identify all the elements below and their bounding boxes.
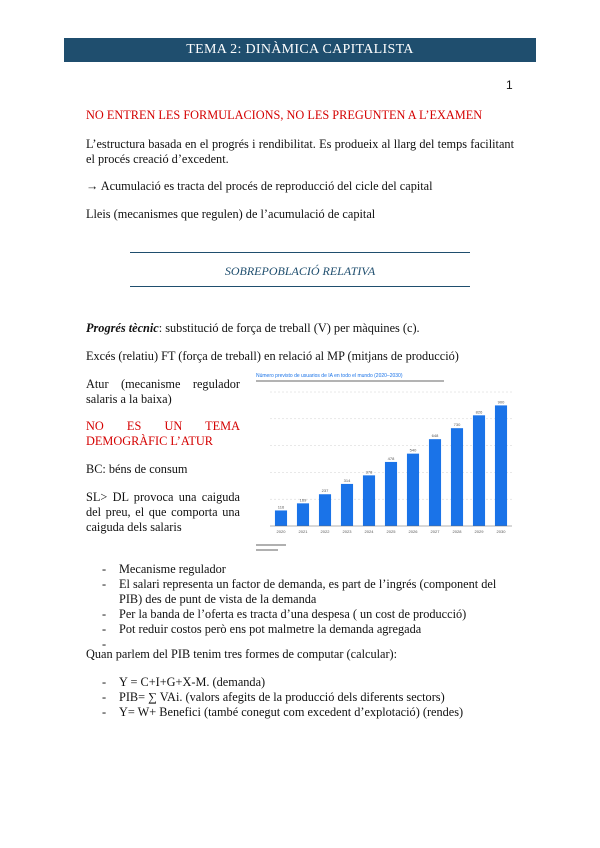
- list-item: - Pot reduir costos però ens pot malmetre la demanda agregada: [86, 622, 516, 637]
- intro-paragraph: L’estructura basada en el progrés i rendibilitat. Es produeix al llarg del temps facilitant el procés creació d’excedent.: [86, 137, 514, 166]
- list-item: - El salari representa un factor de demanda, es part de l’ingrés (component del PIB) des de punt de vista de la demanda: [86, 577, 516, 607]
- section-rule-top: [130, 252, 470, 253]
- page-header-title: TEMA 2: DINÀMICA CAPITALISTA: [64, 38, 536, 62]
- bar-value-label: 169: [299, 497, 307, 503]
- not-demographic-notice: NO ES UN TEMA DEMOGRÀFIC L’ATUR: [86, 419, 240, 448]
- x-tick-label: 2023: [342, 529, 352, 534]
- chart-title: Número previsto de usuarios de IA en todo el mundo (2020–2030): [256, 373, 403, 379]
- page-number: 1: [506, 78, 513, 92]
- x-tick-label: 2025: [386, 529, 396, 534]
- bar-value-label: 116: [277, 504, 285, 510]
- x-tick-label: 2020: [276, 529, 286, 534]
- bar-value-label: 826: [475, 409, 483, 415]
- list-item: - PIB= ∑ VAi. (valors afegits de la producció dels diferents sectors): [86, 690, 516, 705]
- x-tick-label: 2027: [430, 529, 440, 534]
- list-item: - Y = C+I+G+X-M. (demanda): [86, 675, 516, 690]
- bar-2025: [385, 462, 397, 526]
- bar-2030: [495, 405, 507, 526]
- bar-2027: [429, 439, 441, 526]
- exam-notice: NO ENTREN LES FORMULACIONS, NO LES PREGUNTEN A L’EXAMEN: [86, 108, 483, 122]
- bar-2021: [297, 503, 309, 526]
- technical-progress-term: Progrés tècnic: [86, 321, 159, 335]
- bar-value-label: 237: [321, 488, 329, 494]
- bar-value-label: 378: [365, 469, 373, 475]
- bar-value-label: 540: [409, 447, 417, 453]
- bar-2024: [363, 475, 375, 526]
- section-rule-bottom: [130, 286, 470, 287]
- excess-paragraph: Excés (relatiu) FT (força de treball) en relació al MP (mitjans de producció): [86, 349, 459, 363]
- x-tick-label: 2030: [496, 529, 506, 534]
- bar-2026: [407, 454, 419, 526]
- gdp-intro: Quan parlem del PIB tenim tres formes de computar (calcular):: [86, 647, 398, 661]
- gdp-formulas-list: [86, 675, 516, 720]
- wage-mechanism-list: [86, 562, 516, 652]
- bar-value-label: 900: [497, 399, 505, 405]
- bar-2029: [473, 415, 485, 526]
- bar-2022: [319, 494, 331, 526]
- section-title: SOBREPOBLACIÓ RELATIVA: [224, 264, 376, 278]
- bar-2028: [451, 428, 463, 526]
- technical-progress-paragraph: [86, 321, 516, 336]
- x-tick-label: 2022: [320, 529, 330, 534]
- bar-value-label: 478: [387, 455, 395, 461]
- list-item: - Mecanisme regulador: [86, 562, 516, 577]
- consumer-goods-paragraph: BC: béns de consum: [86, 462, 188, 476]
- bar-2020: [275, 510, 287, 526]
- bar-value-label: 648: [431, 433, 439, 439]
- unemployment-paragraph: Atur (mecanisme regulador salaris a la baixa): [86, 377, 240, 406]
- x-tick-label: 2021: [298, 529, 308, 534]
- laws-paragraph: Lleis (mecanismes que regulen) de l’acumulació de capital: [86, 207, 376, 221]
- ai-users-bar-chart: [254, 370, 516, 556]
- accumulation-paragraph: → Acumulació es tracta del procés de reproducció del cicle del capital: [86, 179, 433, 193]
- technical-progress-definition: : substitució de força de treball (V) per màquines (c).: [158, 321, 420, 335]
- x-tick-label: 2024: [364, 529, 374, 534]
- bar-value-label: 730: [453, 422, 461, 428]
- chart-source-line: [256, 549, 278, 551]
- bar-2023: [341, 484, 353, 526]
- list-item: - Y= W+ Benefici (també conegut com excedent d’explotació) (rendes): [86, 705, 516, 720]
- supply-demand-paragraph: SL> DL provoca una caiguda del preu, el que comporta una caiguda dels salaris: [86, 490, 240, 534]
- x-tick-label: 2026: [408, 529, 418, 534]
- x-tick-label: 2028: [452, 529, 462, 534]
- x-tick-label: 2029: [474, 529, 484, 534]
- list-item: - Per la banda de l’oferta es tracta d’una despesa ( un cost de producció): [86, 607, 516, 622]
- chart-source-line: [256, 544, 286, 546]
- bar-value-label: 314: [343, 477, 351, 483]
